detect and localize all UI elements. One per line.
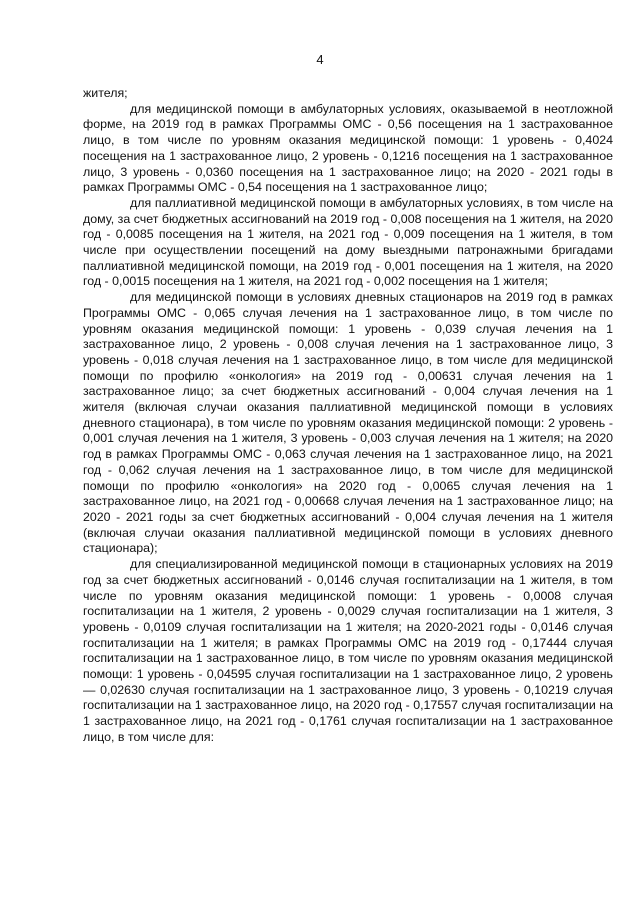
paragraph-inpatient: для специализированной медицинской помощи в стационарных условиях на 2019 год за счет бюджетных ассигнований - 0,0146 случая госпитализации на 1 жителя, в том числе по уровням оказания медицинской помощи: 1 уровень - 0,0008 случая госпитализации на 1 жителя, 2 уровень - 0,0029 случая госпитализации на 1 жителя, 3 уровень - 0,0109 случая госпитализации на 1 жителя; на 2020-2021 годы - 0,0146 случая госпитализации на 1 жителя; в рамках Программы ОМС на 2019 год - 0,17444 случая госпитализации на 1 застрахованное лицо, в том числе по уровням оказания медицинской помощи: 1 уровень - 0,04595 случая госпитализации на 1 застрахованное лицо, 2 уровень — 0,02630 случая госпитализации на 1 застрахованное лицо, 3 уровень - 0,10219 случая госпитализации на 1 застрахованное лицо, на 2020 год - 0,17557 случая госпитализации на 1 застрахованное лицо, на 2021 год - 0,1761 случая госпитализации на 1 застрахованное лицо, в том числе для:	[83, 557, 613, 744]
paragraph-urgent-outpatient: для медицинской помощи в амбулаторных условиях, оказываемой в неотложной форме, на 2019 год в рамках Программы ОМС - 0,56 посещения на 1 застрахованное лицо, в том числе по уровням оказания медицинской помощи: 1 уровень - 0,4024 посещения на 1 застрахованное лицо, 2 уровень - 0,1216 посещения на 1 застрахованное лицо, 3 уровень - 0,0360 посещения на 1 застрахованное лицо; на 2020 - 2021 годы в рамках Программы ОМС - 0,54 посещения на 1 застрахованное лицо;	[83, 101, 613, 195]
paragraph-day-hospital: для медицинской помощи в условиях дневных стационаров на 2019 год в рамках Программы ОМС - 0,065 случая лечения на 1 застрахованное лицо, в том числе по уровням оказания медицинской помощи: 1 уровень - 0,039 случая лечения на 1 застрахованное лицо, 2 уровень - 0,008 случая лечения на 1 застрахованное лицо, 3 уровень - 0,018 случая лечения на 1 застрахованное лицо, в том числе для медицинской помощи по профилю «онкология» на 2019 год - 0,00631 случая лечения на 1 застрахованное лицо; за счет бюджетных ассигнований - 0,004 случая лечения на 1 жителя (включая случаи оказания паллиативной медицинской помощи в условиях дневного стационара), в том числе по уровням оказания медицинской помощи: 2 уровень - 0,001 случая лечения на 1 жителя, 3 уровень - 0,003 случая лечения на 1 жителя; на 2020 год в рамках Программы ОМС - 0,063 случая лечения на 1 застрахованное лицо, на 2021 год - 0,062 случая лечения на 1 застрахованное лицо, в том числе для медицинской помощи по профилю «онкология» на 2020 год - 0,0065 случая лечения на 1 застрахованное лицо, на 2021 год - 0,00668 случая лечения на 1 застрахованное лицо; на 2020 - 2021 годы за счет бюджетных ассигнований - 0,004 случая лечения на 1 жителя (включая случаи оказания паллиативной медицинской помощи в условиях дневного стационара);	[83, 290, 613, 556]
paragraph-palliative-outpatient: для паллиативной медицинской помощи в амбулаторных условиях, в том числе на дому, за счет бюджетных ассигнований на 2019 год - 0,008 посещения на 1 жителя, на 2020 год - 0,0085 посещения на 1 жителя, на 2021 год - 0,009 посещения на 1 жителя, в том числе при осуществлении посещений на дому выездными патронажными бригадами паллиативной медицинской помощи, на 2019 год - 0,001 посещения на 1 жителя, на 2020 год - 0,0015 посещения на 1 жителя, на 2021 год - 0,002 посещения на 1 жителя;	[83, 195, 613, 289]
paragraph-continuation: жителя;	[83, 86, 128, 100]
document-body	[83, 86, 613, 746]
page-number: 4	[316, 52, 324, 67]
